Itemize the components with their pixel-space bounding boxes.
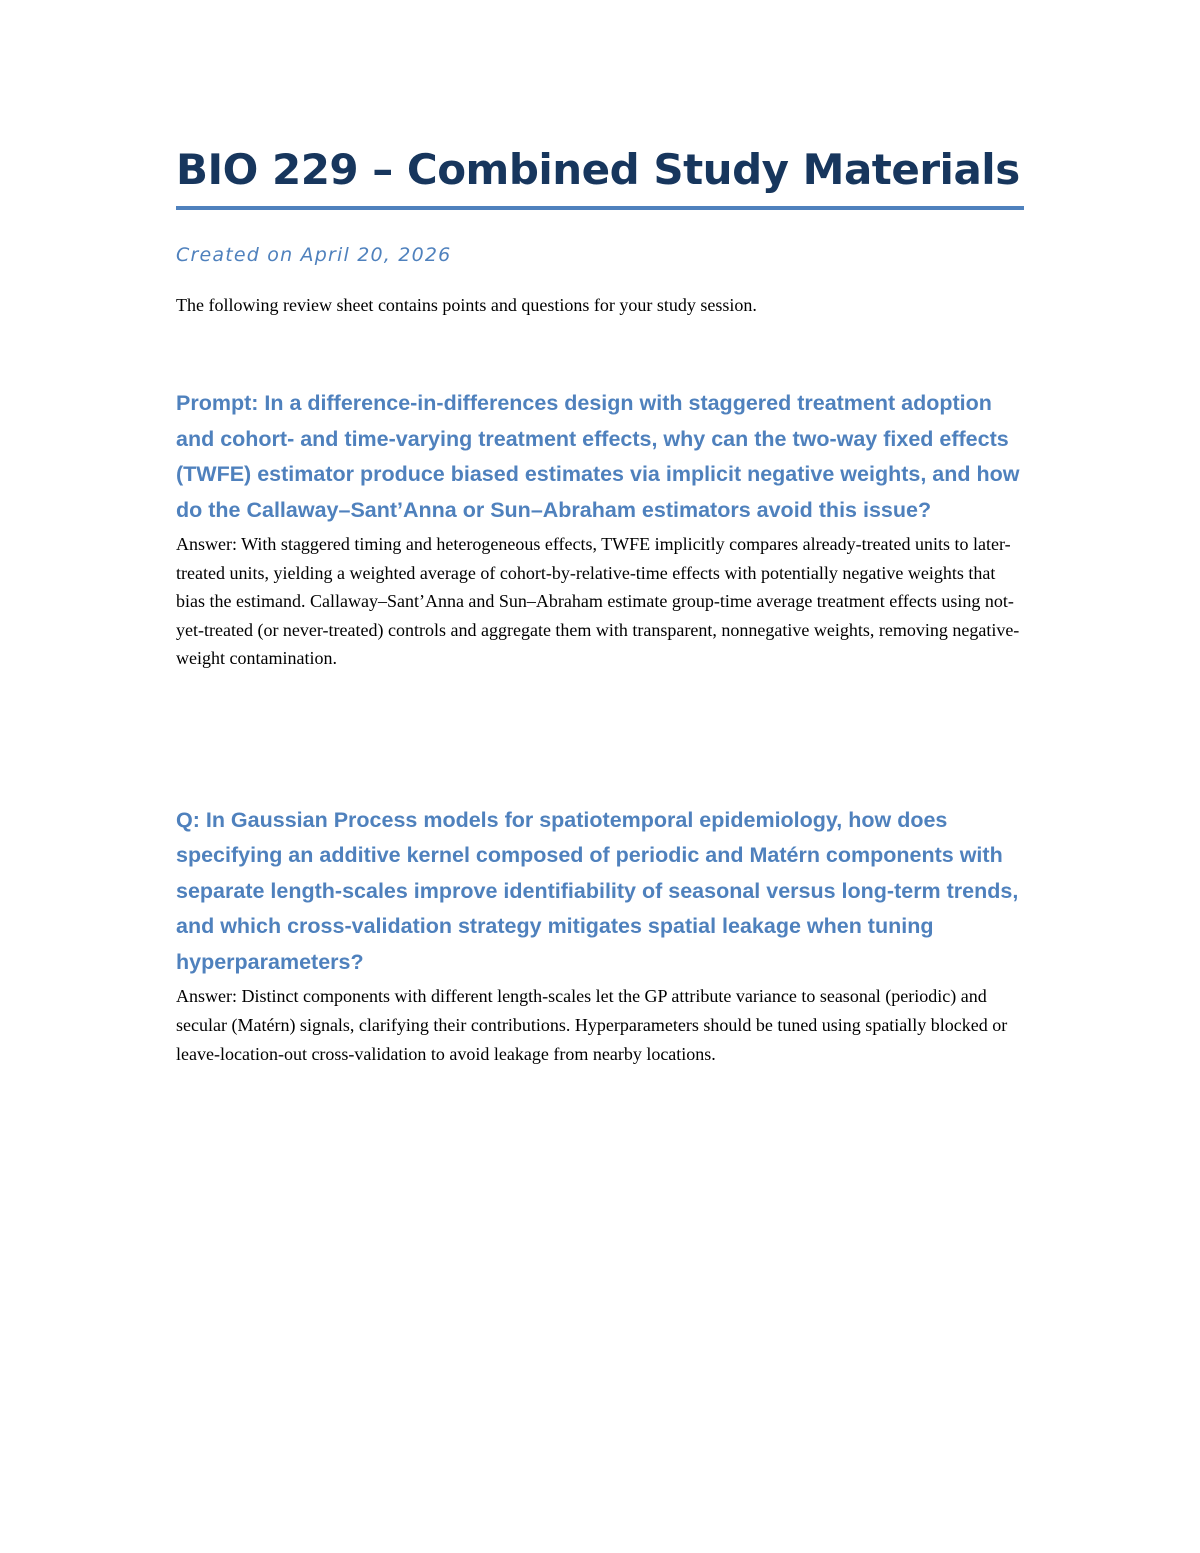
answer-paragraph: Answer: With staggered timing and heterogeneous effects, TWFE implicitly compares already-treated units to later-treated units, yielding a weighted average of cohort-by-relative-time effects with potentially negative weights that bias the estimand. Callaway–Sant’Anna and Sun–Abraham estimate group-time average treatment effects using not-yet-treated (or never-treated) controls and aggregate them with transparent, nonnegative weights, removing negative-weight contamination. [176, 534, 1020, 669]
document-subtitle: Created on April 20, 2026 [176, 244, 452, 266]
intro-paragraph: The following review sheet contains points and questions for your study session. [176, 295, 757, 315]
document-title: BIO 229 – Combined Study Materials [176, 145, 1020, 194]
question-heading: Q: In Gaussian Process models for spatiotemporal epidemiology, how does specifying an additive kernel composed of periodic and Matérn components with separate length-scales improve identifiability of seasonal versus long-term trends, and which cross-validation strategy mitigates spatial leakage when tuning hyperparameters? [176, 807, 1019, 974]
answer-paragraph: Answer: Distinct components with different length-scales let the GP attribute variance to seasonal (periodic) and secular (Matérn) signals, clarifying their contributions. Hyperparameters should be tuned using spatially blocked or leave-location-out cross-validation to avoid leakage from nearby locations. [176, 986, 1008, 1064]
question-heading: Prompt: In a difference-in-differences design with staggered treatment adoption and cohort- and time-varying treatment effects, why can the two-way fixed effects (TWFE) estimator produce biased estimates via implicit negative weights, and how do the Callaway–Sant’Anna or Sun–Abraham estimators avoid this issue? [176, 391, 1020, 522]
title-underline [176, 206, 1024, 210]
document-content [176, 140, 1024, 1068]
qa-item [176, 386, 1024, 673]
qa-item [176, 803, 1024, 1068]
